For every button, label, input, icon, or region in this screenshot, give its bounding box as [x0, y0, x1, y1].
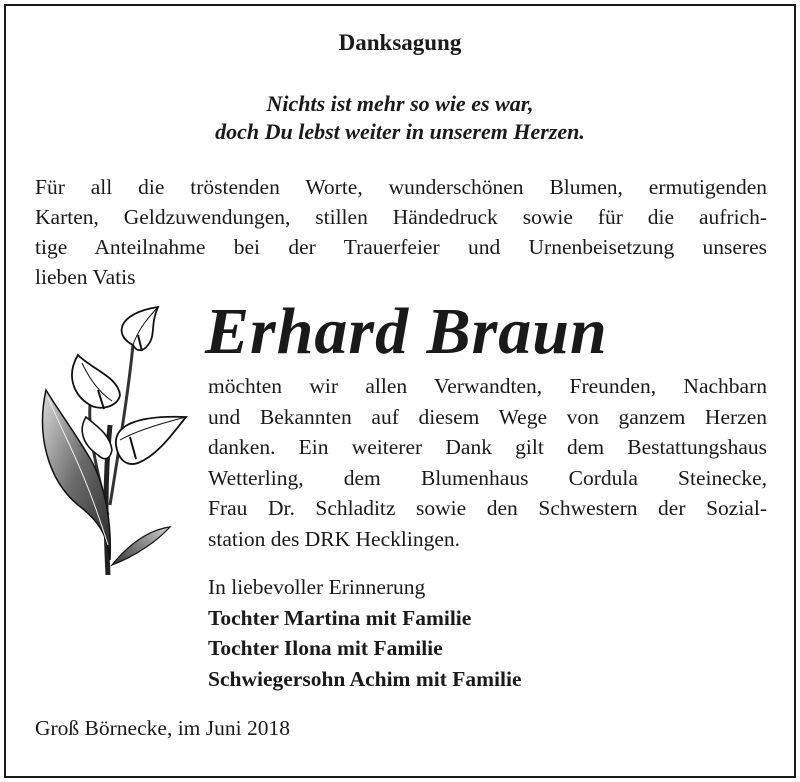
motto	[0, 90, 800, 146]
deceased-name: Erhard Braun	[205, 295, 608, 368]
intro-paragraph	[35, 172, 767, 292]
thanks-line: und Bekannten auf diesem Wege von ganzem Herzen	[208, 404, 767, 429]
closing-phrase: In liebevoller Erinnerung	[208, 575, 426, 599]
signer-name: Tochter Martina mit Familie	[208, 605, 472, 630]
thanks-line: Wetterling, dem Blumenhaus Cordula Steinecke,	[208, 465, 767, 490]
signature-block	[208, 572, 522, 694]
motto-line: Nichts ist mehr so wie es war,	[266, 91, 534, 116]
intro-line: Karten, Geldzuwendungen, stillen Händedruck sowie für die aufrich-	[35, 205, 767, 229]
intro-line: lieben Vatis	[35, 265, 136, 289]
signer-name: Tochter Ilona mit Familie	[208, 636, 443, 660]
place-date: Groß Börnecke, im Juni 2018	[35, 716, 290, 740]
intro-line: Für all die tröstenden Worte, wunderschönen Blumen, ermutigenden	[35, 175, 767, 199]
notice-heading: Danksagung	[338, 30, 462, 55]
thanks-line: danken. Ein weiterer Dank gilt dem Bestattungshaus	[208, 435, 767, 459]
thanks-paragraph	[208, 371, 767, 554]
intro-line: tige Anteilnahme bei der Trauerfeier und Urnenbeisetzung unseres	[35, 235, 767, 259]
motto-line: doch Du lebst weiter in unserem Herzen.	[215, 119, 585, 144]
thanks-line: station des DRK Hecklingen.	[208, 526, 460, 551]
signer-name: Schwiegersohn Achim mit Familie	[208, 666, 522, 691]
calla-lily-illustration	[38, 305, 188, 575]
thanks-line: möchten wir allen Verwandten, Freunden, Nachbarn	[208, 374, 767, 398]
thanks-line: Frau Dr. Schladitz sowie den Schwestern der Sozial-	[208, 496, 767, 520]
